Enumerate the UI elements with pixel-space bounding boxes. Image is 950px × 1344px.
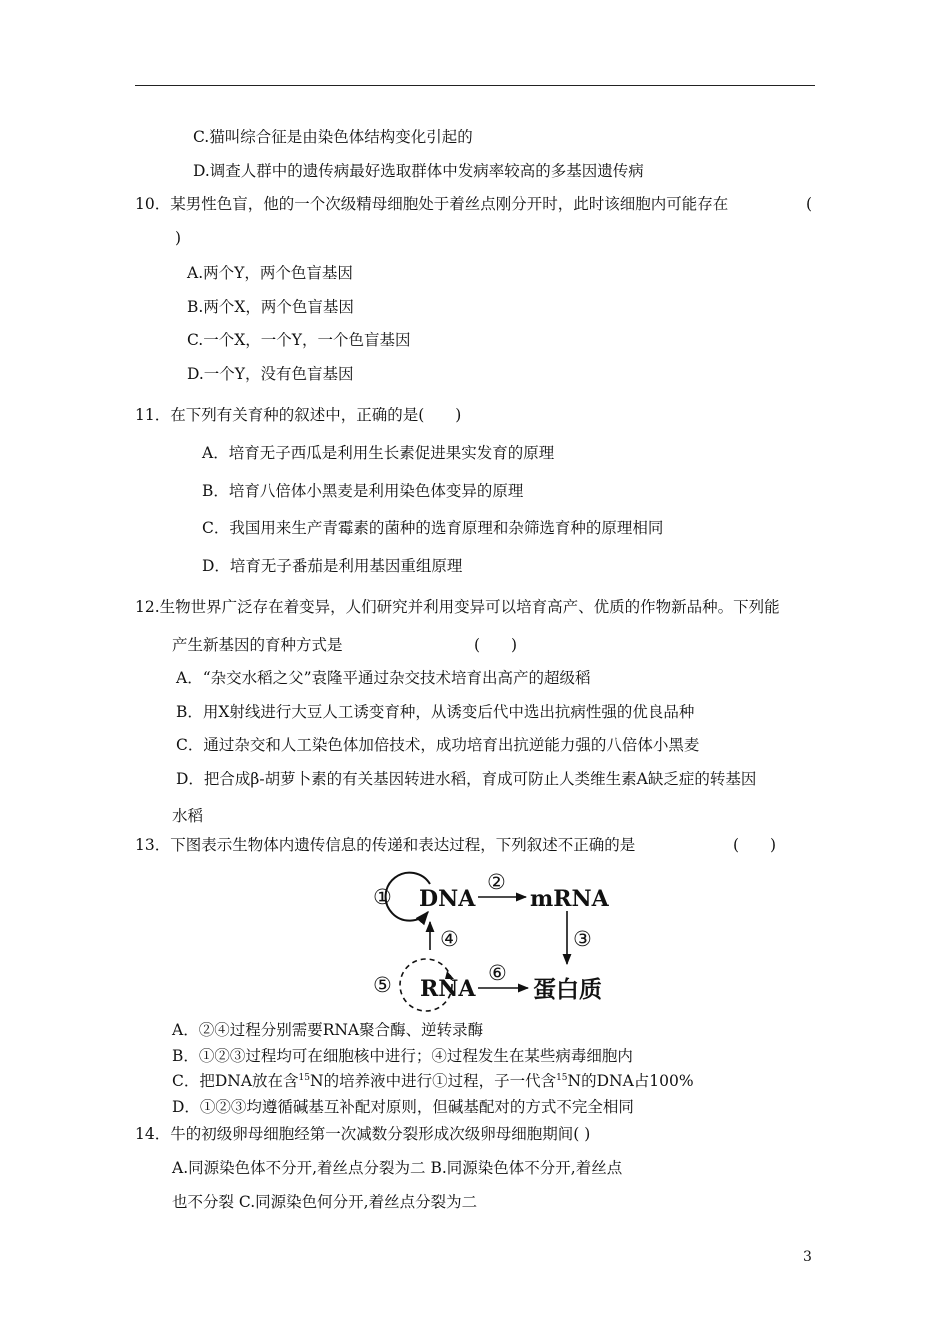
q11-option-d: D．培育无子番茄是利用基因重组原理 <box>202 557 463 575</box>
q11-option-a: A．培育无子西瓜是利用生长素促进果实发育的原理 <box>202 444 555 462</box>
q14-options-line2: 也不分裂 C.同源染色何分开,着丝点分裂为二 <box>172 1193 478 1211</box>
q10-paren-open: ( <box>806 195 813 213</box>
q10-stem: 10．某男性色盲，他的一个次级精母细胞处于着丝点刚分开时，此时该细胞内可能存在 <box>135 195 729 213</box>
q12-answer-paren: ( ) <box>474 636 518 654</box>
q10-option-a: A.两个Y，两个色盲基因 <box>187 264 353 282</box>
q9-option-c: C.猫叫综合征是由染色体结构变化引起的 <box>193 128 473 146</box>
q14-options-line1: A.同源染色体不分开,着丝点分裂为二 B.同源染色体不分开,着丝点 <box>172 1159 623 1177</box>
rna-label: RNA <box>420 976 476 1002</box>
q12-option-d-line1: D．把合成β-胡萝卜素的有关基因转进水稻，育成可防止人类维生素A缺乏症的转基因 <box>176 770 757 788</box>
process-3-label: ③ <box>573 927 592 951</box>
q9-option-d: D.调查人群中的遗传病最好选取群体中发病率较高的多基因遗传病 <box>193 162 644 180</box>
q13-answer-paren: ( ) <box>733 836 777 854</box>
q10-option-d: D.一个Y，没有色盲基因 <box>187 365 354 383</box>
q12-option-a: A．“杂交水稻之父”袁隆平通过杂交技术培育出高产的超级稻 <box>176 669 591 687</box>
dna-label: DNA <box>419 886 476 912</box>
genetic-information-flow-diagram <box>370 858 610 1013</box>
q10-option-c: C.一个X，一个Y，一个色盲基因 <box>187 331 411 349</box>
q13-option-c-superscript-1: 15 <box>298 1073 310 1083</box>
q13-stem: 13．下图表示生物体内遗传信息的传递和表达过程，下列叙述不正确的是 <box>135 836 636 854</box>
mrna-label: mRNA <box>530 886 609 912</box>
process-5-label: ⑤ <box>373 973 392 997</box>
protein-label: 蛋白质 <box>533 977 602 1003</box>
q13-option-a: A．②④过程分别需要RNA聚合酶、逆转录酶 <box>172 1021 484 1039</box>
q13-option-c-part2: N的培养液中进行①过程，子一代含 <box>310 1072 557 1090</box>
q13-option-c-part1: C．把DNA放在含 <box>172 1072 299 1090</box>
q11-stem: 11．在下列有关育种的叙述中，正确的是( ) <box>135 406 462 424</box>
process-4-label: ④ <box>440 927 459 951</box>
process-1-label: ① <box>373 885 392 909</box>
q10-paren-close: ) <box>175 229 182 247</box>
page-number: 3 <box>803 1249 812 1265</box>
q14-stem: 14．牛的初级卵母细胞经第一次减数分裂形成次级卵母细胞期间( ) <box>135 1125 591 1143</box>
q11-option-c: C．我国用来生产青霉素的菌种的选育原理和杂筛选育种的原理相同 <box>202 519 664 537</box>
q12-option-c: C．通过杂交和人工染色体加倍技术，成功培育出抗逆能力强的八倍体小黑麦 <box>176 736 700 754</box>
q12-stem-line2: 产生新基因的育种方式是 <box>172 636 343 654</box>
q12-option-d-line2: 水稻 <box>172 807 204 825</box>
q13-option-c <box>172 1071 694 1091</box>
q10-option-b: B.两个X，两个色盲基因 <box>187 298 354 316</box>
q13-option-d: D．①②③均遵循碱基互补配对原则，但碱基配对的方式不完全相同 <box>172 1098 634 1116</box>
q11-option-b: B．培育八倍体小黑麦是利用染色体变异的原理 <box>202 482 524 500</box>
q13-option-b: B．①②③过程均可在细胞核中进行；④过程发生在某些病毒细胞内 <box>172 1047 633 1065</box>
process-6-label: ⑥ <box>488 961 507 985</box>
q12-option-b: B．用X射线进行大豆人工诱变育种，从诱变后代中选出抗病性强的优良品种 <box>176 703 695 721</box>
header-rule <box>135 85 815 86</box>
q13-option-c-superscript-2: 15 <box>556 1073 568 1083</box>
q13-option-c-part3: N的DNA占100% <box>567 1072 694 1090</box>
q12-stem-line1: 12.生物世界广泛存在着变异，人们研究并利用变异可以培育高产、优质的作物新品种。下列能 <box>135 598 780 616</box>
process-2-label: ② <box>487 870 506 894</box>
